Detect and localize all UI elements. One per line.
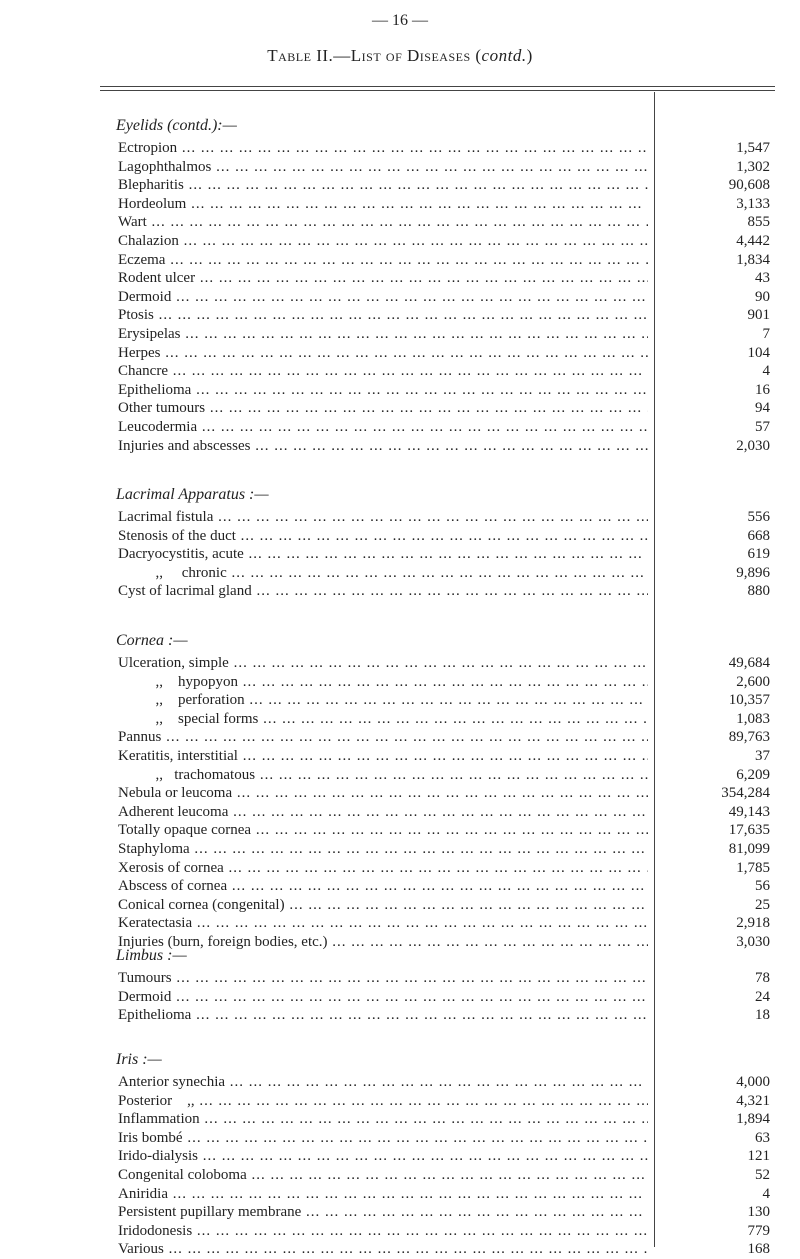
- table-row: [116, 1166, 776, 1185]
- table-row: [116, 437, 776, 456]
- table-row: [116, 1203, 776, 1222]
- row-value: 880: [747, 583, 770, 600]
- row-label: Lagophthalmos ... .: [118, 158, 648, 177]
- table-row: [116, 969, 776, 988]
- row-value: 37: [755, 747, 770, 764]
- row-label: Eczema ... .: [118, 251, 648, 270]
- row-label: Tumours ... .: [118, 969, 648, 988]
- table-row: [116, 176, 776, 195]
- row-label: Injuries (burn, foreign bodies, etc.) ... .: [118, 933, 648, 952]
- row-label: Leucodermia ... .: [118, 418, 648, 437]
- row-value: 43: [755, 270, 770, 287]
- row-value: 121: [747, 1148, 770, 1165]
- row-value: 1,547: [736, 140, 770, 156]
- table-row: [116, 988, 776, 1007]
- table-row: [116, 399, 776, 418]
- table-row: [116, 1222, 776, 1241]
- row-value: 49,143: [728, 803, 770, 820]
- table-row: [116, 139, 776, 158]
- row-label: Iris bombé ... .: [118, 1129, 648, 1148]
- table-row: [116, 914, 776, 933]
- table-row: [116, 1073, 776, 1092]
- row-value: 6,209: [736, 766, 770, 783]
- row-value: 81,099: [728, 840, 770, 857]
- row-value: 1,302: [736, 158, 770, 175]
- table-row: [116, 362, 776, 381]
- row-label: Irido-dialysis ... .: [118, 1147, 648, 1166]
- row-value: 24: [755, 988, 770, 1005]
- row-label: Injuries and abscesses ... .: [118, 437, 648, 456]
- row-value: 2,030: [736, 437, 770, 454]
- row-value: 3,030: [736, 933, 770, 950]
- section-iris: [116, 1047, 776, 1259]
- row-label: Lacrimal fistula ... .: [118, 508, 648, 527]
- row-value: 556: [747, 509, 770, 525]
- row-value: 2,918: [736, 915, 770, 932]
- row-label: Staphyloma ... .: [118, 840, 648, 859]
- row-value: 52: [755, 1166, 770, 1183]
- row-label: Congenital coloboma ... .: [118, 1166, 648, 1185]
- row-value: 63: [755, 1129, 770, 1146]
- row-value: 130: [747, 1204, 770, 1221]
- section-cornea: [116, 628, 776, 952]
- section-heading: Iris :—: [116, 1051, 162, 1068]
- row-label: ,, special forms ... .: [118, 710, 648, 729]
- row-label: Adherent leucoma ... .: [118, 803, 648, 822]
- row-value: 90,608: [728, 177, 770, 194]
- row-label: Chalazion ... .: [118, 232, 648, 251]
- section-heading: Lacrimal Apparatus :—: [116, 486, 269, 503]
- table-row: [116, 306, 776, 325]
- row-value: 89,763: [728, 729, 770, 746]
- row-value: 4: [762, 1185, 770, 1202]
- row-value: 2,600: [736, 673, 770, 690]
- table-row: [116, 1006, 776, 1025]
- row-label: Dacryocystitis, acute ... .: [118, 545, 648, 564]
- row-label: Rodent ulcer ... .: [118, 269, 648, 288]
- table-row: [116, 710, 776, 729]
- row-value: 4,442: [736, 232, 770, 249]
- row-label: Various ... .: [118, 1240, 648, 1259]
- row-value: 354,284: [721, 785, 770, 802]
- table-title: [0, 46, 800, 66]
- row-label: ,, hypopyon ... .: [118, 673, 648, 692]
- row-value: 56: [755, 878, 770, 895]
- row-label: Stenosis of the duct ... .: [118, 527, 648, 546]
- row-value: 4: [762, 363, 770, 380]
- row-label: Dermoid ... .: [118, 988, 648, 1007]
- row-value: 1,834: [736, 251, 770, 268]
- row-value: 1,083: [736, 710, 770, 727]
- row-label: Blepharitis ... .: [118, 176, 648, 195]
- row-label: Ptosis ... .: [118, 306, 648, 325]
- table-row: [116, 158, 776, 177]
- row-label: Keratectasia ... .: [118, 914, 648, 933]
- section-heading: Eyelids (contd.):—: [116, 117, 237, 134]
- row-value: 1,894: [736, 1111, 770, 1128]
- page-number: — 16 —: [372, 12, 428, 29]
- row-value: 4,000: [736, 1074, 770, 1090]
- table-row: [116, 728, 776, 747]
- section-heading: Cornea :—: [116, 632, 188, 649]
- row-label: Inflammation ... .: [118, 1110, 648, 1129]
- table-row: [116, 766, 776, 785]
- row-value: 619: [747, 546, 770, 563]
- row-value: 668: [747, 527, 770, 544]
- row-label: Aniridia ... .: [118, 1185, 648, 1204]
- row-value: 7: [762, 325, 770, 342]
- row-value: 17,635: [728, 822, 770, 839]
- table-row: [116, 418, 776, 437]
- row-label: ,, chronic ... .: [118, 564, 648, 583]
- row-value: 168: [747, 1241, 770, 1258]
- row-label: Totally opaque cornea ... .: [118, 821, 648, 840]
- table-row: [116, 508, 776, 527]
- table-row: [116, 527, 776, 546]
- row-label: Herpes ... .: [118, 344, 648, 363]
- table-row: [116, 251, 776, 270]
- table-row: [116, 784, 776, 803]
- table-row: [116, 564, 776, 583]
- row-value: 18: [755, 1007, 770, 1024]
- row-value: 779: [747, 1222, 770, 1239]
- row-value: 3,133: [736, 195, 770, 212]
- table-row: [116, 803, 776, 822]
- row-value: 16: [755, 381, 770, 398]
- top-rule: [100, 86, 775, 87]
- table-row: [116, 1147, 776, 1166]
- row-value: 78: [755, 970, 770, 986]
- row-label: Other tumours ... .: [118, 399, 648, 418]
- row-label: Iridodonesis ... .: [118, 1222, 648, 1241]
- row-value: 90: [755, 288, 770, 305]
- table-row: [116, 840, 776, 859]
- row-label: ,, perforation ... .: [118, 691, 648, 710]
- table-row: [116, 325, 776, 344]
- row-label: Ulceration, simple ... .: [118, 654, 648, 673]
- section-heading: Limbus :—: [116, 947, 187, 964]
- row-label: Chancre ... .: [118, 362, 648, 381]
- row-value: 25: [755, 896, 770, 913]
- row-label: Ectropion ... .: [118, 139, 648, 158]
- row-label: ,, trachomatous ... .: [118, 766, 648, 785]
- table-row: [116, 673, 776, 692]
- title-italic: contd.: [481, 46, 527, 65]
- row-label: Posterior ,, ... .: [118, 1092, 648, 1111]
- row-value: 901: [747, 307, 770, 324]
- row-label: Xerosis of cornea ... .: [118, 859, 648, 878]
- table-row: [116, 654, 776, 673]
- row-label: Erysipelas ... .: [118, 325, 648, 344]
- row-value: 94: [755, 400, 770, 417]
- table-row: [116, 1129, 776, 1148]
- table-row: [116, 747, 776, 766]
- row-label: Epithelioma ... .: [118, 381, 648, 400]
- table-row: [116, 1240, 776, 1259]
- table-row: [116, 1185, 776, 1204]
- table-row: [116, 288, 776, 307]
- table-row: [116, 1092, 776, 1111]
- row-value: 104: [747, 344, 770, 361]
- table-row: [116, 582, 776, 601]
- section-limbus: [116, 943, 776, 1025]
- section-lacrimal-apparatus: [116, 482, 776, 601]
- row-label: Epithelioma ... .: [118, 1006, 648, 1025]
- table-row: [116, 381, 776, 400]
- row-value: 57: [755, 418, 770, 435]
- row-label: Wart ... .: [118, 213, 648, 232]
- table-row: [116, 1110, 776, 1129]
- table-row: [116, 213, 776, 232]
- table-row: [116, 269, 776, 288]
- row-label: Nebula or leucoma ... .: [118, 784, 648, 803]
- top-rule-second: [100, 90, 775, 91]
- row-label: Keratitis, interstitial ... .: [118, 747, 648, 766]
- row-label: Cyst of lacrimal gland ... .: [118, 582, 648, 601]
- table-row: [116, 859, 776, 878]
- row-label: Pannus ... .: [118, 728, 648, 747]
- row-value: 10,357: [728, 692, 770, 709]
- row-value: 1,785: [736, 859, 770, 876]
- row-value: 49,684: [728, 655, 770, 671]
- title-suffix: ): [526, 46, 533, 65]
- section-eyelids: [116, 113, 776, 455]
- table-row: [116, 821, 776, 840]
- row-label: Dermoid ... .: [118, 288, 648, 307]
- title-prefix: Table II.—List of Diseases (: [267, 46, 482, 65]
- row-label: Hordeolum ... .: [118, 195, 648, 214]
- row-label: Conical cornea (congenital) ... .: [118, 896, 648, 915]
- table-row: [116, 344, 776, 363]
- row-value: 4,321: [736, 1092, 770, 1109]
- table-row: [116, 232, 776, 251]
- row-value: 855: [747, 214, 770, 231]
- table-row: [116, 545, 776, 564]
- table-row: [116, 877, 776, 896]
- table-row: [116, 896, 776, 915]
- table-row: [116, 691, 776, 710]
- row-label: Persistent pupillary membrane ... .: [118, 1203, 648, 1222]
- row-value: 9,896: [736, 564, 770, 581]
- table-row: [116, 195, 776, 214]
- row-label: Abscess of cornea ... .: [118, 877, 648, 896]
- row-label: Anterior synechia ... .: [118, 1073, 648, 1092]
